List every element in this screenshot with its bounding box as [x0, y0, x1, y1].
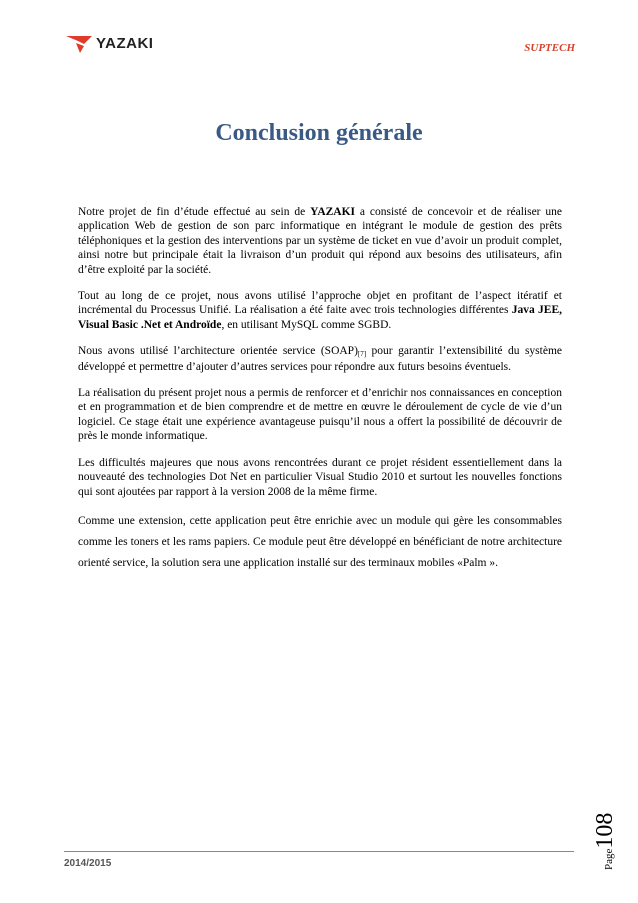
paragraph-1 — [78, 205, 562, 277]
paragraph-4: La réalisation du présent projet nous a permis de renforcer et d’enrichir nos connaissances en conception et en programmation et de bien comprendre et de mettre en œuvre le déroulement de cycle de vie d’un logiciel. Ce stage était une expérience avantageuse puisqu’il nous a offert la possibilité de découvrir de près le monde informatique. — [78, 387, 562, 443]
p2-technologies: Java JEE, Visual Basic .Net et Androïde — [78, 304, 562, 331]
page-label: Page — [603, 848, 615, 870]
p3-text-a: Nous avons utilisé l’architecture orientée service (SOAP) — [78, 345, 358, 358]
page-title: Conclusion générale — [215, 120, 423, 146]
paragraph-2 — [78, 289, 562, 332]
paragraph-6: Comme une extension, cette application peut être enrichie avec un module qui gère les consommables comme les toners et les rams papiers. Ce module peut être développé en bénéficiant de notre architecture orienté service, la solution sera une application installé sur des terminaux mobiles «Palm ». — [78, 514, 562, 569]
p3-text-c: pour garantir l’extensibilité du système développé et permettre d’ajouter d’autres services pour répondre aux futurs besoins éventuels. — [78, 345, 563, 373]
p2-text-c: , en utilisant MySQL comme SGBD. — [221, 318, 392, 331]
paragraph-5: Les difficultés majeures que nous avons rencontrées durant ce projet résident essentiellement dans la nouveauté des technologies Dot Net en particulier Visual Studio 2010 et surtout les nouvelles fonctions qui sont ajoutées par rapport à la version 2008 de la même firme. — [78, 456, 562, 498]
page-number-value: 108 — [592, 812, 618, 849]
document-body — [78, 205, 562, 586]
paragraph-3 — [78, 344, 562, 374]
page-number — [592, 742, 632, 872]
p1-text-c: a consisté de concevoir et de réaliser une application Web de gestion de son parc informatique en intégrant le module de gestion des prêts téléphoniques et la gestion des interventions par un système de ticket en vue d’avoir un produit complet, ainsi notre but principale était la livraison d’un produit qui répond aux besoins des utilisateurs, afin d’être exploité par la société. — [78, 206, 562, 276]
header-school-label: SUPTECH — [524, 42, 575, 54]
yazaki-logo — [66, 32, 176, 54]
p1-company-name: YAZAKI — [310, 206, 356, 218]
footer-year: 2014/2015 — [64, 858, 112, 869]
yazaki-logo-mark-icon — [66, 32, 94, 54]
p1-text-a: Notre projet de fin d’étude effectué au sein de — [78, 206, 311, 218]
footer-divider — [64, 851, 574, 852]
p2-text-a: Tout au long de ce projet, nous avons utilisé l’approche objet en profitant de l’aspect itératif et incrémental du Processus Unifié. La réalisation a été faite avec trois technologies différentes — [78, 290, 562, 317]
logo-text: YAZAKI — [96, 35, 154, 52]
p3-reference: [7] — [357, 350, 367, 359]
